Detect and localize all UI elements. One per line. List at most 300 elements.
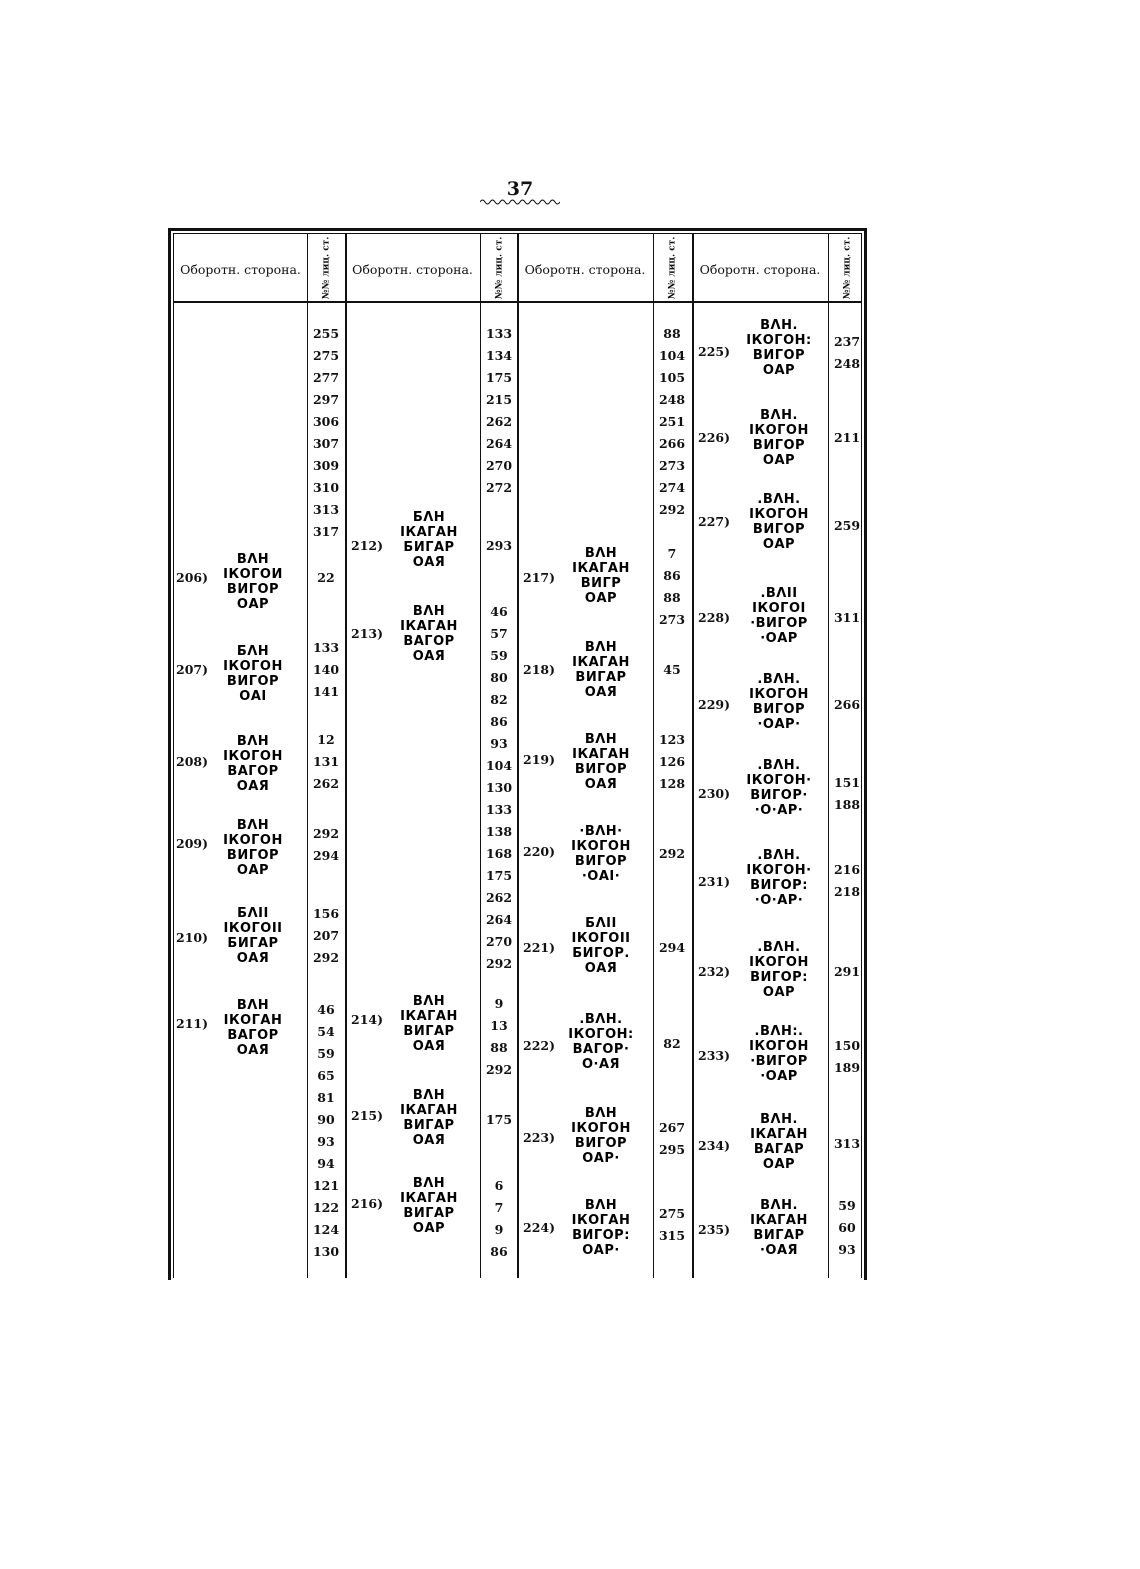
coin-legend-line: ·ВИГОР	[750, 1054, 808, 1069]
coin-legend-line: ІКОГОН	[749, 687, 809, 702]
face-number: 93	[317, 1134, 335, 1149]
face-number: 207	[312, 928, 340, 943]
face-number: 133	[485, 802, 513, 817]
face-number: 273	[658, 458, 686, 473]
coin-legend-line: ·ОАР	[760, 1069, 798, 1084]
face-number: 248	[833, 356, 861, 371]
coin-legend-line: ·ОАР·	[757, 717, 801, 732]
coin-legend-line: ІКОГОИ	[223, 567, 283, 582]
face-number: 65	[317, 1068, 335, 1083]
entry-number: 228)	[698, 610, 731, 625]
coin-legend-line: ОАЯ	[412, 1133, 446, 1148]
face-number: 104	[485, 758, 513, 773]
coin-legend-line: ОАР	[584, 591, 618, 606]
coin-legend-line: ОАР	[236, 597, 270, 612]
coin-legend	[734, 848, 824, 908]
header-reverse-side-3: Оборотн. сторона.	[524, 262, 646, 277]
coin-legend-line: ОАР·	[582, 1151, 620, 1166]
coin-legend-line: ВΛН	[584, 1106, 618, 1121]
coin-legend-line: ОАР	[762, 363, 796, 378]
number-column-divider	[653, 234, 654, 1278]
face-number: 59	[490, 648, 508, 663]
face-number: 294	[312, 848, 340, 863]
header-reverse-side-1: Оборотн. сторона.	[180, 262, 301, 277]
face-number: 310	[312, 480, 340, 495]
coin-legend-line: .ВΛН.	[757, 758, 801, 773]
coin-legend-line: ОАР	[762, 537, 796, 552]
face-number: 13	[490, 1018, 508, 1033]
face-number: 141	[312, 684, 340, 699]
coin-legend-line: ОАЯ	[412, 649, 446, 664]
coin-legend	[385, 604, 473, 664]
coin-legend	[208, 998, 298, 1058]
entry-number: 221)	[523, 940, 556, 955]
coin-legend-line: ВАГОР	[227, 764, 279, 779]
entry-number: 226)	[698, 430, 731, 445]
face-number: 45	[663, 662, 681, 677]
face-number: 54	[317, 1024, 335, 1039]
coin-legend-line: ВИГОР	[226, 582, 280, 597]
coin-legend-line: ІКОГОН:	[746, 333, 812, 348]
entry-number: 233)	[698, 1048, 731, 1063]
face-number: 248	[658, 392, 686, 407]
entry-number: 208)	[176, 754, 209, 769]
face-number: 211	[833, 430, 861, 445]
coin-legend	[734, 1024, 824, 1084]
face-number: 131	[312, 754, 340, 769]
face-number: 7	[667, 546, 677, 561]
coin-legend-line: ІКОГОН	[223, 833, 283, 848]
coin-legend	[556, 732, 646, 792]
coin-legend-line: ·ВΛН·	[579, 824, 623, 839]
coin-legend-line: ·О·АР·	[754, 803, 804, 818]
entry-number: 209)	[176, 836, 209, 851]
coin-legend-line: .ВΛН.	[757, 492, 801, 507]
face-number: 82	[490, 692, 508, 707]
coin-legend-line: ІКАГАН	[400, 1103, 458, 1118]
face-number: 267	[658, 1120, 686, 1135]
number-column-divider	[307, 234, 308, 1278]
coin-legend-line: ІКОГОН:	[568, 1027, 634, 1042]
face-number: 292	[658, 502, 686, 517]
coin-legend-line: ВИГОР	[752, 348, 806, 363]
coin-legend-line: ІКАГАН	[572, 655, 630, 670]
face-number: 138	[485, 824, 513, 839]
coin-legend-line: ВАГАР	[753, 1142, 805, 1157]
coin-legend-line: ВИГОР:	[572, 1228, 630, 1243]
face-number: 9	[494, 996, 504, 1011]
entry-number: 213)	[351, 626, 384, 641]
face-number: 270	[485, 934, 513, 949]
face-number: 46	[490, 604, 508, 619]
face-number: 275	[312, 348, 340, 363]
entry-number: 232)	[698, 964, 731, 979]
face-number: 133	[485, 326, 513, 341]
header-face-numbers-label: №№ лиц. ст.	[321, 236, 332, 300]
face-number: 124	[312, 1222, 340, 1237]
coin-legend-line: ОАР	[762, 453, 796, 468]
coin-legend-line: ІКАГАН	[572, 747, 630, 762]
coin-legend-line: ІКОГОІ	[752, 601, 806, 616]
face-number: 313	[312, 502, 340, 517]
entry-number: 216)	[351, 1196, 384, 1211]
coin-legend-line: ОАЯ	[412, 1039, 446, 1054]
coin-legend-line: ВИГОР	[574, 762, 628, 777]
coin-legend-line: ІКОГОН	[749, 1039, 809, 1054]
coin-legend-line: ІКАГАН	[572, 561, 630, 576]
coin-legend-line: .ВΛН.	[757, 848, 801, 863]
coin-legend-line: .ВΛІІ	[760, 586, 798, 601]
face-number: 188	[833, 797, 861, 812]
coin-legend	[734, 1198, 824, 1258]
face-number: 175	[485, 370, 513, 385]
face-number: 294	[658, 940, 686, 955]
coin-legend-line: ВИГАР	[403, 1118, 455, 1133]
coin-legend-line: ІКОГОІІ	[571, 931, 631, 946]
face-number: 274	[658, 480, 686, 495]
coin-legend	[734, 492, 824, 552]
coin-legend-line: БИГОР.	[572, 946, 630, 961]
face-number: 140	[312, 662, 340, 677]
face-number: 262	[485, 414, 513, 429]
face-number: 22	[317, 570, 335, 585]
column-divider	[517, 234, 519, 1278]
coin-legend	[556, 640, 646, 700]
coin-legend-line: ОАР	[762, 985, 796, 1000]
coin-legend-line: ВИГОР:	[750, 970, 808, 985]
coin-legend-line: ВΛН	[584, 640, 618, 655]
face-number: 126	[658, 754, 686, 769]
coin-legend-line: ІКАГАН	[400, 1009, 458, 1024]
coin-legend-line: ІКОГАН	[223, 1013, 283, 1028]
coin-legend-line: ·ОАР	[760, 631, 798, 646]
coin-legend-line: ·ОАЯ	[759, 1243, 799, 1258]
coin-legend-line: ІКОГОН	[749, 507, 809, 522]
face-number: 309	[312, 458, 340, 473]
coin-legend-line: .ВΛН.	[757, 940, 801, 955]
face-number: 93	[838, 1242, 856, 1257]
coin-legend-line: ·ОАІ·	[581, 869, 621, 884]
header-face-numbers-1	[311, 236, 341, 300]
coin-legend-line: ОАР	[236, 863, 270, 878]
entry-number: 212)	[351, 538, 384, 553]
face-number: 133	[312, 640, 340, 655]
coin-legend-line: ОАЯ	[584, 961, 618, 976]
coin-legend-line: .ВΛН.	[579, 1012, 623, 1027]
entry-number: 222)	[523, 1038, 556, 1053]
header-face-numbers-label: №№ лиц. ст.	[842, 236, 853, 300]
face-number: 123	[658, 732, 686, 747]
coin-legend	[556, 1012, 646, 1072]
coin-legend-line: .ВΛН.	[757, 672, 801, 687]
face-number: 88	[663, 326, 681, 341]
coin-legend	[734, 940, 824, 1000]
face-number: 82	[663, 1036, 681, 1051]
face-number: 86	[490, 714, 508, 729]
column-divider	[692, 234, 694, 1278]
coin-legend-line: ОАЯ	[412, 555, 446, 570]
coin-legend	[556, 824, 646, 884]
face-number: 6	[494, 1178, 504, 1193]
header-face-numbers-2	[484, 236, 514, 300]
coin-legend-line: ВΛН.	[760, 408, 798, 423]
entry-number: 223)	[523, 1130, 556, 1145]
coin-legend-line: ОАЯ	[236, 779, 270, 794]
entry-number: 224)	[523, 1220, 556, 1235]
coin-legend-line: ІКАГАН	[400, 619, 458, 634]
face-number: 270	[485, 458, 513, 473]
entry-number: 225)	[698, 344, 731, 359]
face-number: 93	[490, 736, 508, 751]
face-number: 121	[312, 1178, 340, 1193]
coin-legend	[385, 510, 473, 570]
number-column-divider	[828, 234, 829, 1278]
coin-legend	[208, 552, 298, 612]
face-number: 272	[485, 480, 513, 495]
coin-legend-line: ВΛН	[236, 552, 270, 567]
face-number: 266	[833, 697, 861, 712]
face-number: 291	[833, 964, 861, 979]
entry-number: 207)	[176, 662, 209, 677]
coin-legend-line: ВИГОР	[226, 848, 280, 863]
face-number: 168	[485, 846, 513, 861]
entry-number: 220)	[523, 844, 556, 859]
coin-legend-line: ІКОГОН	[223, 659, 283, 674]
face-number: 306	[312, 414, 340, 429]
face-number: 266	[658, 436, 686, 451]
face-number: 175	[485, 868, 513, 883]
face-number: 57	[490, 626, 508, 641]
coin-legend-line: ВИГАР	[753, 1228, 805, 1243]
coin-legend	[556, 916, 646, 976]
face-number: 255	[312, 326, 340, 341]
face-number: 128	[658, 776, 686, 791]
coin-legend-line: БИГАР	[403, 540, 455, 555]
coin-legend	[556, 1198, 646, 1258]
face-number: 292	[312, 950, 340, 965]
number-column-divider	[480, 234, 481, 1278]
face-number: 216	[833, 862, 861, 877]
coin-legend-line: ОАЯ	[236, 1043, 270, 1058]
coin-legend-line: ОАІ	[239, 689, 267, 704]
coin-legend-line: ІКОГАН	[571, 1213, 631, 1228]
face-number: 134	[485, 348, 513, 363]
face-number: 292	[658, 846, 686, 861]
face-number: 313	[833, 1136, 861, 1151]
coin-legend	[208, 734, 298, 794]
face-number: 175	[485, 1112, 513, 1127]
face-number: 86	[663, 568, 681, 583]
coin-legend-line: ВΛН.	[760, 1112, 798, 1127]
entry-number: 206)	[176, 570, 209, 585]
coin-legend-line: ВИГР	[580, 576, 622, 591]
face-number: 292	[312, 826, 340, 841]
face-number: 315	[658, 1228, 686, 1243]
coin-legend-line: ВΛН.	[760, 1198, 798, 1213]
coin-legend-line: ОАР	[412, 1221, 446, 1236]
coin-legend-line: БΛІІ	[585, 916, 617, 931]
coin-legend-line: ВΛН	[412, 604, 446, 619]
coin-legend-line: ВΛН	[236, 734, 270, 749]
coin-legend	[208, 818, 298, 878]
entry-number: 215)	[351, 1108, 384, 1123]
face-number: 86	[490, 1244, 508, 1259]
coin-legend-line: ·ВИГОР	[750, 616, 808, 631]
page-number: 37	[506, 178, 534, 200]
entry-number: 217)	[523, 570, 556, 585]
coin-legend-line: ОАЯ	[584, 777, 618, 792]
coin-legend-line: ВИГОР	[226, 674, 280, 689]
coin-legend-line: ІКОГОН·	[746, 773, 812, 788]
face-number: 295	[658, 1142, 686, 1157]
face-number: 262	[312, 776, 340, 791]
coin-legend-line: О·АЯ	[581, 1057, 621, 1072]
coin-legend	[556, 1106, 646, 1166]
coin-legend-line: ВИГОР·	[750, 788, 808, 803]
coin-legend-line: БИГАР	[227, 936, 279, 951]
coin-legend-line: .ВΛН:.	[754, 1024, 804, 1039]
face-number: 259	[833, 518, 861, 533]
face-number: 307	[312, 436, 340, 451]
coin-legend	[208, 906, 298, 966]
coin-legend-line: ВИГОР	[752, 438, 806, 453]
coin-legend	[734, 408, 824, 468]
coin-legend-line: ІКОГОН	[223, 749, 283, 764]
page-number-ornament	[480, 198, 560, 206]
face-number: 104	[658, 348, 686, 363]
face-number: 251	[658, 414, 686, 429]
coin-legend-line: ОАР·	[582, 1243, 620, 1258]
coin-legend-line: ВАГОР·	[572, 1042, 630, 1057]
coin-legend-line: ІКАГАН	[750, 1213, 808, 1228]
coin-legend-line: ВΛН	[584, 1198, 618, 1213]
face-number: 297	[312, 392, 340, 407]
face-number: 7	[494, 1200, 504, 1215]
face-number: 59	[317, 1046, 335, 1061]
coin-legend	[734, 1112, 824, 1172]
entry-number: 231)	[698, 874, 731, 889]
face-number: 189	[833, 1060, 861, 1075]
coin-legend-line: БΛІІ	[237, 906, 269, 921]
coin-legend-line: ВАГОР	[227, 1028, 279, 1043]
face-number: 130	[485, 780, 513, 795]
coin-legend-line: ІКАГАН	[400, 1191, 458, 1206]
face-number: 150	[833, 1038, 861, 1053]
coin-legend-line: ІКАГАН	[400, 525, 458, 540]
coin-legend-line: ВИГОР	[574, 1136, 628, 1151]
entry-number: 227)	[698, 514, 731, 529]
header-face-numbers-label: №№ лиц. ст.	[667, 236, 678, 300]
face-number: 88	[663, 590, 681, 605]
coin-legend-line: ВИГАР	[403, 1024, 455, 1039]
coin-legend	[734, 672, 824, 732]
face-number: 156	[312, 906, 340, 921]
coin-legend-line: ОАЯ	[236, 951, 270, 966]
face-number: 80	[490, 670, 508, 685]
coin-legend-line: ВΛН	[584, 546, 618, 561]
face-number: 264	[485, 436, 513, 451]
face-number: 59	[838, 1198, 856, 1213]
coin-legend-line: ІКОГОН	[571, 839, 631, 854]
coin-legend	[208, 644, 298, 704]
coin-legend-line: ІКОГОН	[749, 955, 809, 970]
entry-number: 229)	[698, 697, 731, 712]
coin-legend	[734, 586, 824, 646]
face-number: 273	[658, 612, 686, 627]
face-number: 94	[317, 1156, 335, 1171]
coin-legend	[385, 994, 473, 1054]
column-divider	[345, 234, 347, 1278]
coin-legend-line: ІКОГОН	[571, 1121, 631, 1136]
face-number: 293	[485, 538, 513, 553]
coin-legend	[734, 758, 824, 818]
entry-number: 211)	[176, 1016, 209, 1031]
face-number: 9	[494, 1222, 504, 1237]
face-number: 277	[312, 370, 340, 385]
coin-legend-line: БΛН	[412, 510, 446, 525]
coin-legend-line: ІКАГАН	[750, 1127, 808, 1142]
coin-legend-line: ІКОГОН	[749, 423, 809, 438]
face-number: 60	[838, 1220, 856, 1235]
coin-legend-line: ОАЯ	[584, 685, 618, 700]
face-number: 81	[317, 1090, 335, 1105]
face-number: 292	[485, 1062, 513, 1077]
coin-legend-line: ВАГОР	[403, 634, 455, 649]
coin-legend-line: ВИГАР	[575, 670, 627, 685]
face-number: 218	[833, 884, 861, 899]
coin-legend-line: ІКОГОН·	[746, 863, 812, 878]
coin-legend-line: БΛН	[236, 644, 270, 659]
entry-number: 235)	[698, 1222, 731, 1237]
face-number: 130	[312, 1244, 340, 1259]
header-reverse-side-4: Оборотн. сторона.	[699, 262, 821, 277]
coin-legend-line: ВΛН	[584, 732, 618, 747]
coin-legend-line: ВΛН	[236, 818, 270, 833]
coin-legend	[556, 546, 646, 606]
coin-legend-line: ОАР	[762, 1157, 796, 1172]
coin-legend	[385, 1088, 473, 1148]
face-number: 12	[317, 732, 335, 747]
face-number: 317	[312, 524, 340, 539]
header-face-numbers-4	[832, 236, 862, 300]
coin-legend-line: ВΛН	[412, 994, 446, 1009]
face-number: 46	[317, 1002, 335, 1017]
entry-number: 218)	[523, 662, 556, 677]
coin-legend-line: ВИГАР	[403, 1206, 455, 1221]
face-number: 264	[485, 912, 513, 927]
coin-legend-line: ·О·АР·	[754, 893, 804, 908]
coin-legend-line: ВИГОР	[574, 854, 628, 869]
entry-number: 230)	[698, 786, 731, 801]
coin-legend-line: ВΛН	[412, 1176, 446, 1191]
face-number: 151	[833, 775, 861, 790]
coin-legend-line: ВИГОР	[752, 522, 806, 537]
coin-legend	[734, 318, 824, 378]
entry-number: 219)	[523, 752, 556, 767]
coin-legend-line: ВИГОР:	[750, 878, 808, 893]
coin-legend-line: ІКОГОІІ	[223, 921, 283, 936]
header-face-numbers-label: №№ лиц. ст.	[494, 236, 505, 300]
face-number: 311	[833, 610, 861, 625]
coin-legend	[385, 1176, 473, 1236]
face-number: 122	[312, 1200, 340, 1215]
coin-legend-line: ВΛН	[412, 1088, 446, 1103]
entry-number: 210)	[176, 930, 209, 945]
coin-legend-line: ВΛН	[236, 998, 270, 1013]
header-reverse-side-2: Оборотн. сторона.	[352, 262, 473, 277]
face-number: 292	[485, 956, 513, 971]
face-number: 215	[485, 392, 513, 407]
